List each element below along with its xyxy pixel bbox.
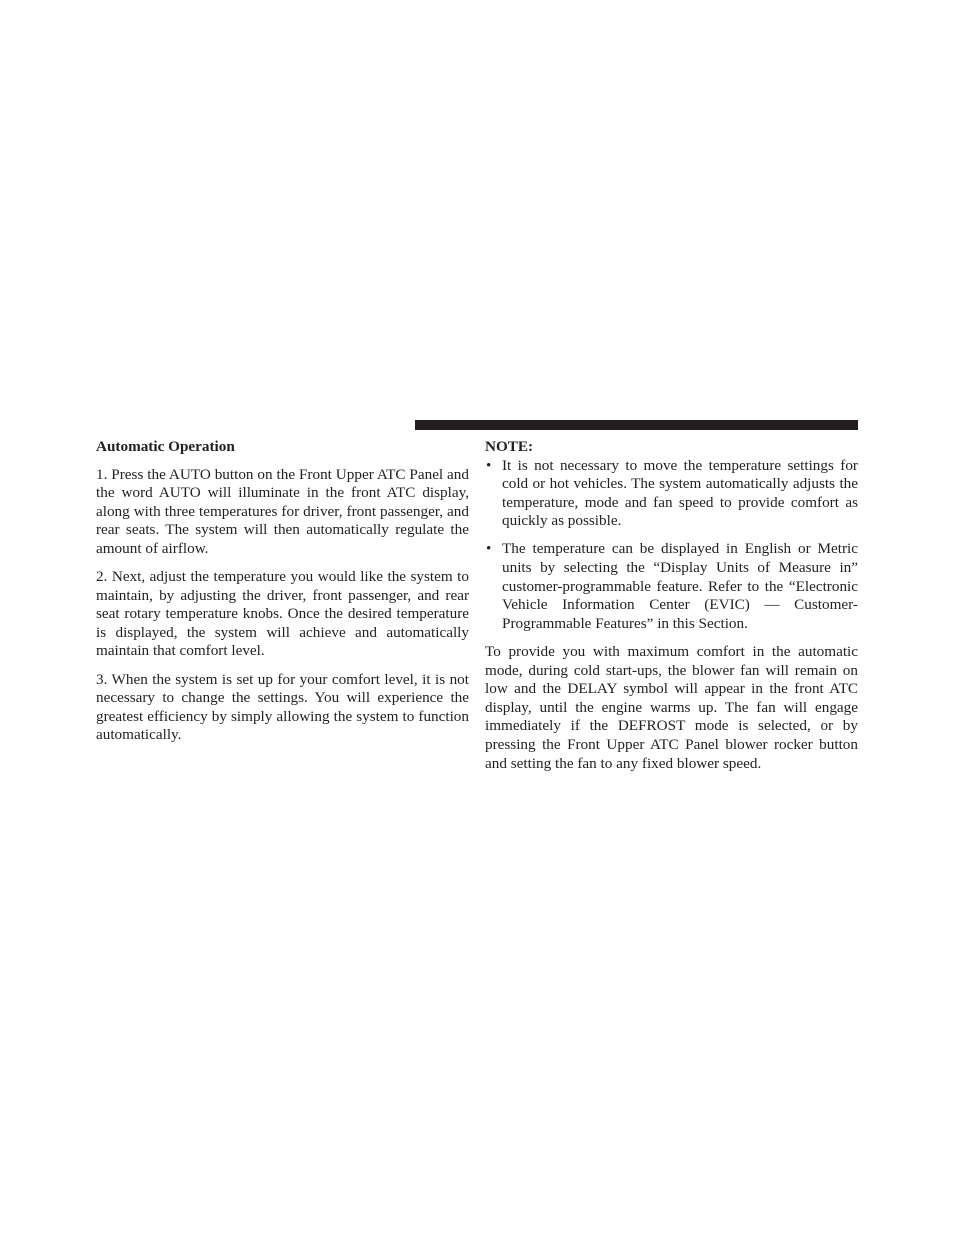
step-1-paragraph: 1. Press the AUTO button on the Front Upper ATC Panel and the word AUTO will illuminate in the front ATC display, along with three temperatures for driver, front passenger, and rear seats. The system will then automatically regulate the amount of airflow. [96, 465, 469, 557]
right-column [485, 438, 858, 783]
section-header-rule [415, 420, 858, 430]
note-item-text: It is not necessary to move the temperature settings for cold or hot vehicles. The system automatically adjusts the temperature, mode and fan speed to provide comfort as quickly as possible. [502, 456, 858, 530]
bullet-icon: • [486, 540, 492, 558]
note-list [485, 457, 858, 634]
note-item [485, 540, 858, 633]
note-item-text: The temperature can be displayed in English or Metric units by selecting the “Display Units of Measure in” customer-programmable feature. Refer to the “Electronic Vehicle Information Center (EVIC) — Customer-Programmable Features” in this Section. [502, 540, 858, 632]
blower-delay-paragraph: To provide you with maximum comfort in the automatic mode, during cold start-ups, the blower fan will remain on low and the DELAY symbol will appear in the front ATC display, until the engine warms up. The fan will engage immediately if the DEFROST mode is selected, or by pressing the Front Upper ATC Panel blower rocker button and setting the fan to any fixed blower speed. [485, 642, 858, 772]
section-heading: Automatic Operation [96, 438, 235, 455]
step-3-paragraph: 3. When the system is set up for your comfort level, it is not necessary to change the settings. You will experience the greatest efficiency by simply allowing the system to function automatically. [96, 670, 469, 744]
left-column [96, 438, 469, 754]
step-2-paragraph: 2. Next, adjust the temperature you would like the system to maintain, by adjusting the driver, front passenger, and rear seat rotary temperature knobs. Once the desired temperature is displayed, the system will achieve and automatically maintain that comfort level. [96, 568, 469, 660]
bullet-icon: • [486, 456, 492, 474]
note-item [485, 457, 858, 531]
note-label: NOTE: [485, 438, 534, 455]
